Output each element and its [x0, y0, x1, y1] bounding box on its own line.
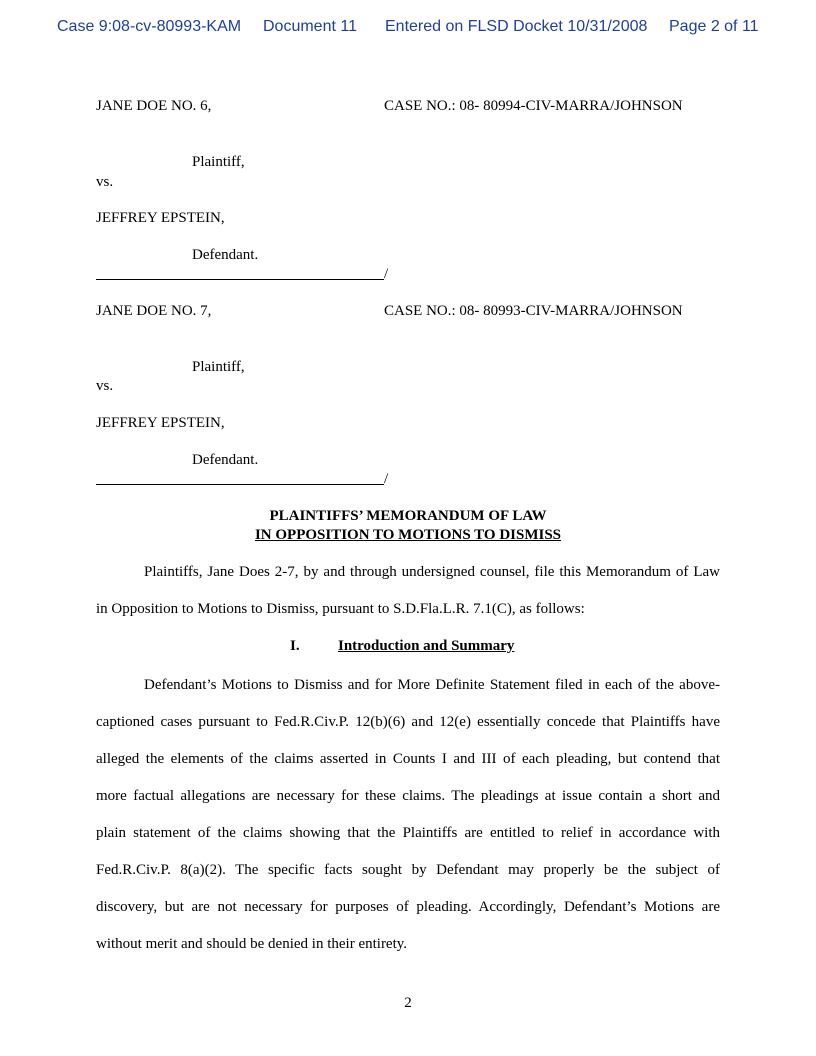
document-title-line2: IN OPPOSITION TO MOTIONS TO DISMISS [254, 527, 562, 543]
party-name: JANE DOE NO. 7, [96, 303, 212, 319]
header-case-number: Case 9:08-cv-80993-KAM [57, 18, 242, 35]
versus-label: vs. [96, 174, 114, 190]
page-number: 2 [404, 995, 412, 1011]
header-entered-date: Entered on FLSD Docket 10/31/2008 [385, 18, 648, 35]
caption-rule [96, 279, 384, 280]
defendant-name: JEFFREY EPSTEIN, [96, 210, 225, 226]
paragraph-line: captioned cases pursuant to Fed.R.Civ.P. 12(b)(6) and 12(e) essentially concede that Plaintiffs have [96, 714, 720, 730]
section-number: I. [290, 638, 300, 654]
plaintiff-label: Plaintiff, [192, 359, 245, 375]
paragraph-line: Defendant’s Motions to Dismiss and for More Definite Statement filed in each of the above- [144, 677, 720, 693]
caption-rule [96, 484, 384, 485]
paragraph-line: plain statement of the claims showing that the Plaintiffs are entitled to relief in accordance with [96, 825, 720, 841]
paragraph-line: in Opposition to Motions to Dismiss, pursuant to S.D.Fla.L.R. 7.1(C), as follows: [96, 601, 585, 617]
paragraph-line: Plaintiffs, Jane Does 2-7, by and through undersigned counsel, file this Memorandum of Law [144, 564, 720, 580]
intro-paragraph [96, 554, 720, 628]
paragraph-line: more factual allegations are necessary for these claims. The pleadings at issue contain a short and [96, 788, 720, 804]
paragraph-line: discovery, but are not necessary for purposes of pleading. Accordingly, Defendant’s Motions are [96, 899, 720, 915]
case-number: CASE NO.: 08- 80993-CIV-MARRA/JOHNSON [384, 303, 683, 319]
paragraph-line: without merit and should be denied in their entirety. [96, 936, 408, 952]
plaintiff-label: Plaintiff, [192, 154, 245, 170]
paragraph-line: alleged the elements of the claims asserted in Counts I and III of each pleading, but contend that [96, 751, 720, 767]
defendant-label: Defendant. [192, 452, 259, 468]
defendant-label: Defendant. [192, 247, 259, 263]
paragraph-line: Fed.R.Civ.P. 8(a)(2). The specific facts sought by Defendant may properly be the subject of [96, 862, 720, 878]
caption-slash: / [384, 266, 389, 282]
document-title-line1: PLAINTIFFS’ MEMORANDUM OF LAW [269, 508, 547, 524]
versus-label: vs. [96, 378, 114, 394]
header-document-number: Document 11 [263, 18, 357, 35]
party-name: JANE DOE NO. 6, [96, 98, 212, 114]
body-paragraph [96, 667, 720, 963]
caption-slash: / [384, 471, 389, 487]
section-title: Introduction and Summary [338, 638, 515, 654]
defendant-name: JEFFREY EPSTEIN, [96, 415, 225, 431]
header-page-count: Page 2 of 11 [669, 18, 759, 35]
case-number: CASE NO.: 08- 80994-CIV-MARRA/JOHNSON [384, 98, 683, 114]
